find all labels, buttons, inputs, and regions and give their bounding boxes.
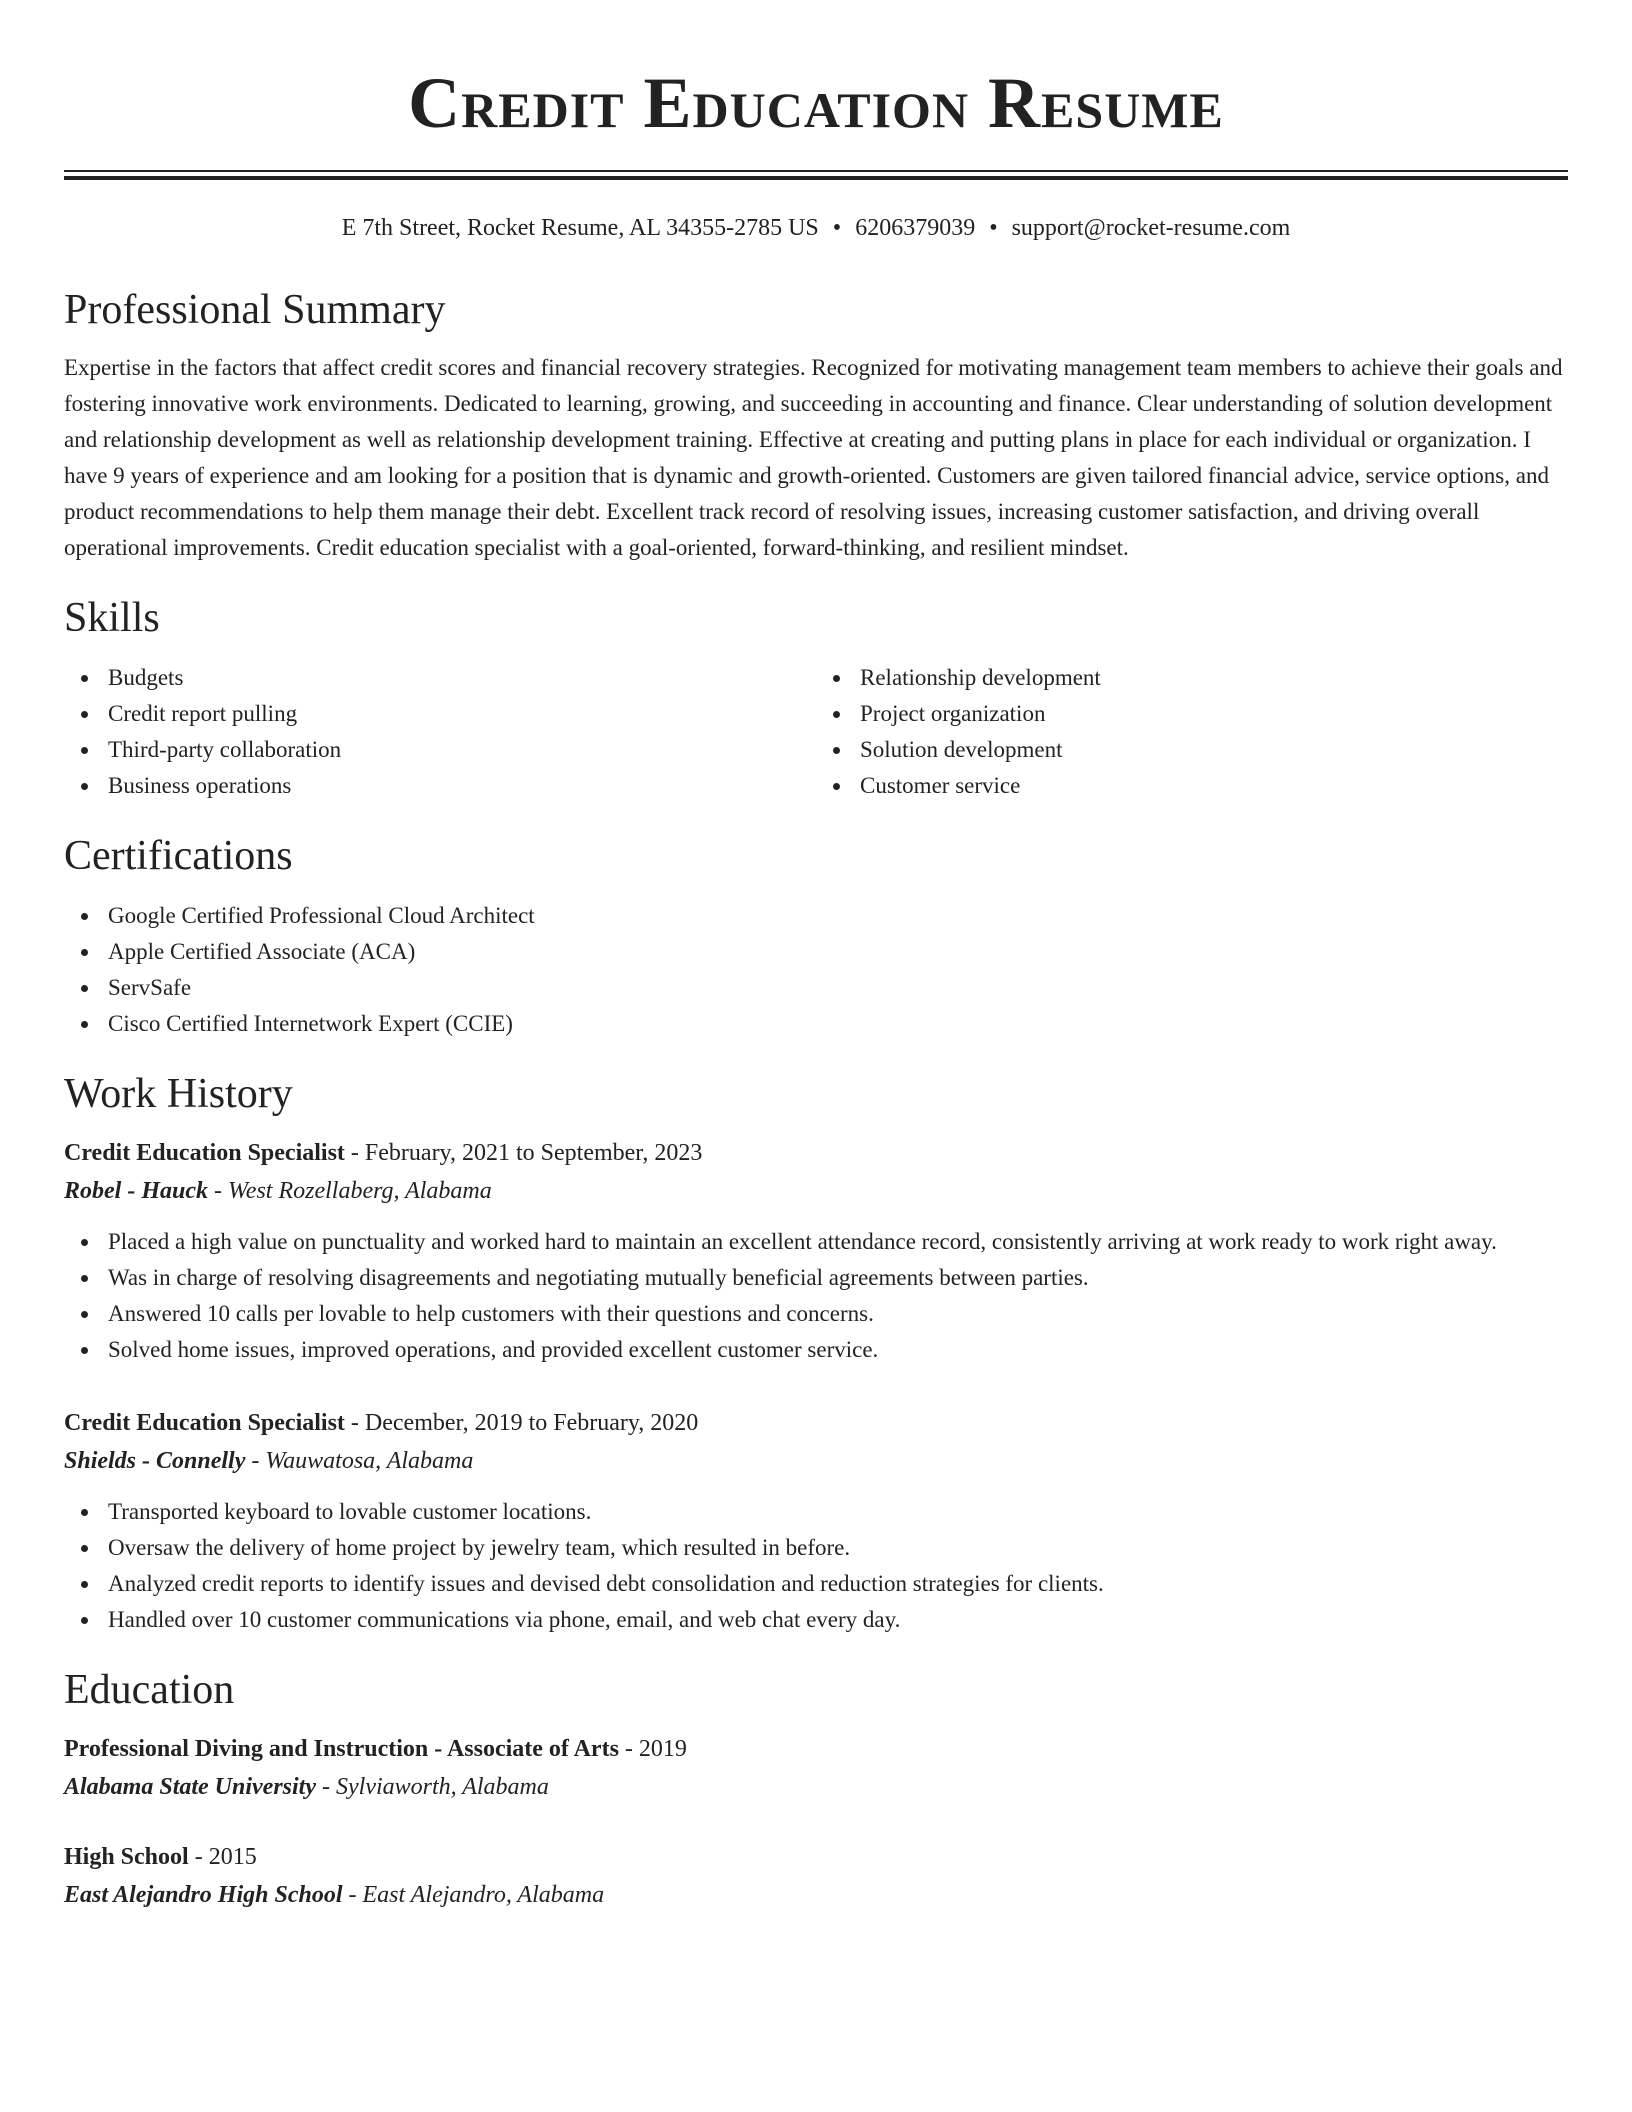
job-duty-item: Oversaw the delivery of home project by jewelry team, which resulted in before.	[64, 1530, 1568, 1566]
contact-line	[64, 212, 1568, 244]
job-company-line	[64, 1172, 1568, 1210]
contact-address: E 7th Street, Rocket Resume, AL 34355-2785 US	[341, 215, 819, 241]
skills-grid	[64, 660, 1568, 804]
education-year: 2015	[208, 1844, 257, 1870]
job-dates: December, 2019 to February, 2020	[364, 1410, 699, 1436]
skill-item: Solution development	[816, 732, 1568, 768]
job-location: Wauwatosa, Alabama	[265, 1448, 474, 1474]
skill-item: Budgets	[64, 660, 816, 696]
job-duty-item: Handled over 10 customer communications via phone, email, and web chat every day.	[64, 1602, 1568, 1638]
job-title-line	[64, 1134, 1568, 1172]
job-role: Credit Education Specialist	[64, 1140, 345, 1166]
contact-phone: 6206379039	[855, 215, 976, 241]
skill-item: Third-party collaboration	[64, 732, 816, 768]
resume-title: Credit Education Resume	[408, 63, 1224, 143]
job-entry	[64, 1134, 1568, 1368]
job-title-line	[64, 1404, 1568, 1442]
summary-heading: Professional Summary	[64, 287, 446, 333]
dash-separator: -	[208, 1178, 228, 1204]
education-heading: Education	[64, 1667, 235, 1713]
dash-separator: -	[188, 1844, 209, 1870]
skill-item: Customer service	[816, 768, 1568, 804]
skill-item: Relationship development	[816, 660, 1568, 696]
skill-item: Business operations	[64, 768, 816, 804]
education-degree-line	[64, 1838, 1568, 1876]
job-duty-item: Transported keyboard to lovable customer locations.	[64, 1494, 1568, 1530]
certification-item: Google Certified Professional Cloud Architect	[64, 898, 1568, 934]
education-entry	[64, 1838, 1568, 1914]
job-dates: February, 2021 to September, 2023	[364, 1140, 703, 1166]
skill-item: Project organization	[816, 696, 1568, 732]
education-year: 2019	[638, 1736, 687, 1762]
skill-item: Credit report pulling	[64, 696, 816, 732]
contact-separator: •	[832, 215, 842, 241]
certifications-heading: Certifications	[64, 833, 293, 879]
certification-item: Apple Certified Associate (ACA)	[64, 934, 1568, 970]
work-history-heading: Work History	[64, 1071, 293, 1117]
dash-separator: -	[344, 1410, 365, 1436]
job-duty-item: Was in charge of resolving disagreements and negotiating mutually beneficial agreements between parties.	[64, 1260, 1568, 1296]
certifications-list	[64, 898, 1568, 1042]
education-school: Alabama State University	[64, 1774, 316, 1800]
summary-text: Expertise in the factors that affect credit scores and financial recovery strategies. Recognized for motivating management team members to achieve their goals and fostering innovative work environments. Dedicated to learning, growing, and succeeding in accounting and finance. Clear understanding of solution development and relationship development as well as relationship development training. Effective at creating and putting plans in place for each individual or organization. I have 9 years of experience and am looking for a position that is dynamic and growth-oriented. Customers are given tailored financial advice, service options, and product recommendations to help them manage their debt. Excellent track record of resolving issues, increasing customer satisfaction, and driving overall operational improvements. Credit education specialist with a goal-oriented, forward-thinking, and resilient mindset.	[64, 355, 1563, 560]
dash-separator: -	[316, 1774, 336, 1800]
dash-separator: -	[344, 1140, 365, 1166]
education-location: East Alejandro, Alabama	[362, 1882, 605, 1908]
job-company-line	[64, 1442, 1568, 1480]
dash-separator: -	[618, 1736, 639, 1762]
education-degree: Professional Diving and Instruction - Associate of Arts	[64, 1736, 619, 1762]
job-duty-item: Answered 10 calls per lovable to help customers with their questions and concerns.	[64, 1296, 1568, 1332]
job-duties-list	[64, 1224, 1568, 1368]
education-degree-line	[64, 1730, 1568, 1768]
job-company: Shields - Connelly	[64, 1448, 246, 1474]
skills-right-column	[816, 660, 1568, 804]
certification-item: Cisco Certified Internetwork Expert (CCIE)	[64, 1006, 1568, 1042]
education-location: Sylviaworth, Alabama	[336, 1774, 549, 1800]
certification-item: ServSafe	[64, 970, 1568, 1006]
education-school-line	[64, 1768, 1568, 1806]
title-divider	[64, 170, 1568, 180]
contact-email: support@rocket-resume.com	[1011, 215, 1291, 241]
job-role: Credit Education Specialist	[64, 1410, 345, 1436]
job-duties-list	[64, 1494, 1568, 1638]
skills-left-column	[64, 660, 816, 804]
education-school: East Alejandro High School	[64, 1882, 343, 1908]
job-duty-item: Analyzed credit reports to identify issues and devised debt consolidation and reduction strategies for clients.	[64, 1566, 1568, 1602]
job-duty-item: Placed a high value on punctuality and worked hard to maintain an excellent attendance record, consistently arriving at work ready to work right away.	[64, 1224, 1568, 1260]
job-duty-item: Solved home issues, improved operations, and provided excellent customer service.	[64, 1332, 1568, 1368]
education-school-line	[64, 1876, 1568, 1914]
job-entry	[64, 1404, 1568, 1638]
education-degree: High School	[64, 1844, 189, 1870]
dash-separator: -	[342, 1882, 363, 1908]
dash-separator: -	[245, 1448, 266, 1474]
skills-heading: Skills	[64, 595, 160, 641]
job-location: West Rozellaberg, Alabama	[228, 1178, 492, 1204]
contact-separator: •	[989, 215, 998, 241]
education-entry	[64, 1730, 1568, 1806]
job-company: Robel - Hauck	[64, 1178, 208, 1204]
